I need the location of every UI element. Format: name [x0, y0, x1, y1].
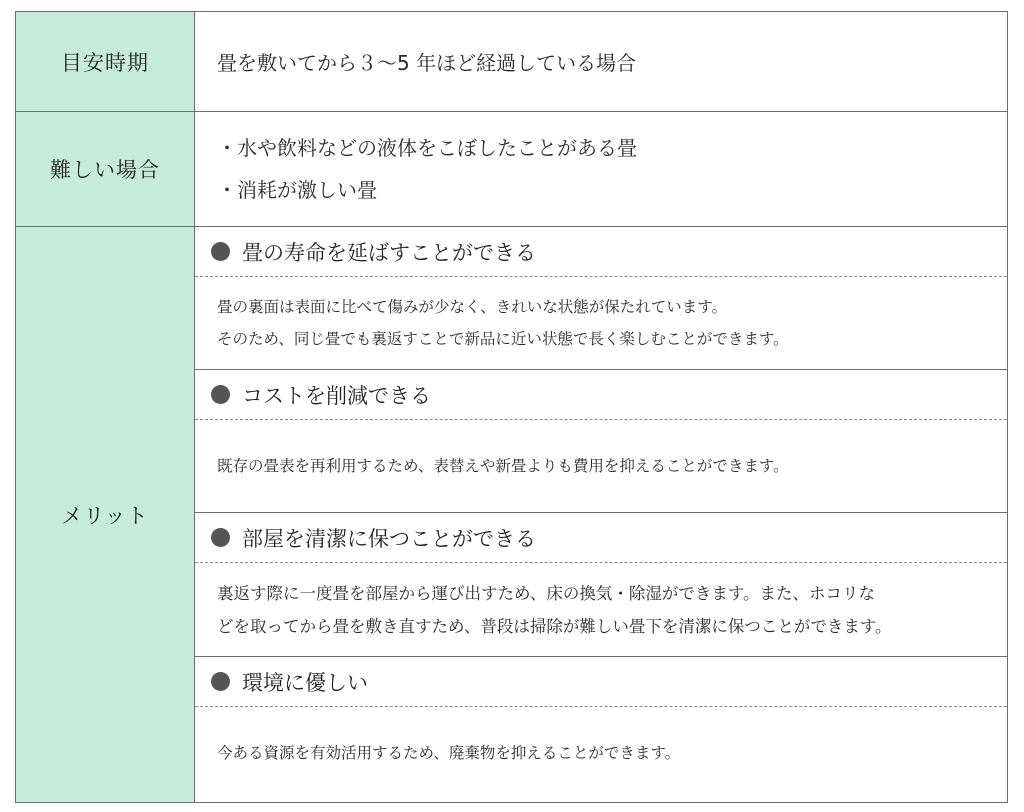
row-body-difficult [195, 112, 1007, 226]
table-row-difficult [16, 112, 1007, 227]
bullet-dot-icon [211, 528, 230, 547]
merit-line: 今ある資源を有効活用するため、廃棄物を抑えることができます。 [217, 744, 681, 762]
bullet-dot-icon [211, 242, 230, 261]
merit-line: そのため、同じ畳でも裏返すことで新品に近い状態で長く楽しむことができます。 [217, 330, 789, 348]
merit-title [195, 227, 1007, 277]
table-row-merits [16, 227, 1007, 802]
bullet-dot-icon [211, 385, 230, 404]
merit-item [195, 657, 1007, 799]
row-body-period [195, 12, 1007, 111]
merit-description [195, 563, 1007, 656]
row-header-difficult: 難しい場合 [16, 112, 195, 226]
merit-item [195, 513, 1007, 657]
merit-title [195, 370, 1007, 420]
merit-description [195, 420, 1007, 512]
merit-title [195, 513, 1007, 563]
row-header-merits: メリット [16, 227, 195, 802]
merit-item [195, 227, 1007, 370]
merit-title-text: コストを削減できる [242, 383, 431, 408]
bullet-dot-icon [211, 672, 230, 691]
list-item: ・消耗が激しい畳 [217, 178, 377, 202]
merit-line: 裏返す際に一度畳を部屋から運び出すため、床の換気・除湿ができます。また、ホコリな [217, 583, 876, 603]
merit-line: どを取ってから畳を敷き直すため、普段は掃除が難しい畳下を清潔に保つことができます。 [217, 616, 892, 636]
row-header-period: 目安時期 [16, 12, 195, 111]
merit-title-text: 環境に優しい [242, 670, 368, 695]
merit-line: 畳の裏面は表面に比べて傷みが少なく、きれいな状態が保たれています。 [217, 298, 727, 316]
table-row-period [16, 12, 1007, 112]
row-body-merits [195, 227, 1007, 802]
merit-description [195, 277, 1007, 369]
list-item: ・水や飲料などの液体をこぼしたことがある畳 [217, 136, 637, 160]
merit-item [195, 370, 1007, 513]
period-text: 畳を敷いてから３～5 年ほど経過している場合 [217, 51, 637, 75]
merit-title [195, 657, 1007, 707]
merit-description [195, 707, 1007, 799]
merit-title-text: 部屋を清潔に保つことができる [242, 526, 536, 551]
merit-line: 既存の畳表を再利用するため、表替えや新畳よりも費用を抑えることができます。 [217, 457, 789, 475]
tatami-info-table [15, 11, 1008, 803]
merit-title-text: 畳の寿命を延ばすことができる [242, 240, 536, 265]
